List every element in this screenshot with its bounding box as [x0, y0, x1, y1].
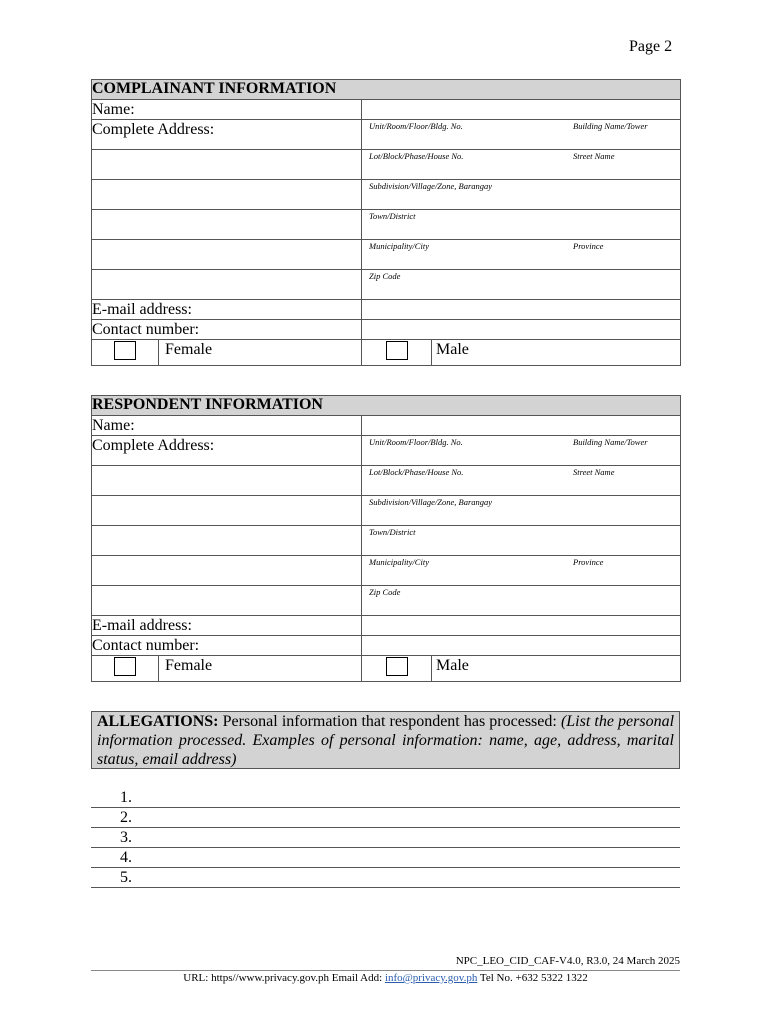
respondent-address-line1[interactable] — [362, 436, 681, 466]
addr-lot-hint: Lot/Block/Phase/House No. — [369, 467, 464, 477]
complainant-address-line3[interactable] — [362, 180, 681, 210]
respondent-address-line5[interactable] — [362, 556, 681, 586]
complainant-email-label: E-mail address: — [92, 300, 362, 320]
respondent-name-field[interactable] — [362, 416, 681, 436]
footer-url-text: URL: https//www.privacy.gov.ph Email Add: — [183, 972, 383, 984]
complainant-address-label: Complete Address: — [92, 120, 362, 150]
allegations-heading: ALLEGATIONS: — [97, 713, 219, 730]
complainant-female-checkbox[interactable] — [114, 341, 136, 360]
allegation-line-3[interactable] — [91, 828, 680, 848]
addr-street-hint: Street Name — [573, 151, 615, 161]
complainant-address-line1[interactable] — [362, 120, 681, 150]
respondent-address-line3[interactable] — [362, 496, 681, 526]
addr-subdivision-hint: Subdivision/Village/Zone, Barangay — [369, 497, 493, 507]
addr-lot-hint: Lot/Block/Phase/House No. — [369, 151, 464, 161]
allegation-number: 1. — [120, 789, 132, 806]
respondent-email-field[interactable] — [362, 616, 681, 636]
addr-unit-hint: Unit/Room/Floor/Bldg. No. — [369, 437, 463, 447]
footer-divider — [91, 970, 680, 971]
complainant-contact-field[interactable] — [362, 320, 681, 340]
complainant-address-line2[interactable] — [362, 150, 681, 180]
complainant-header: COMPLAINANT INFORMATION — [92, 80, 681, 100]
complainant-name-label: Name: — [92, 100, 362, 120]
footer-email-link[interactable]: info@privacy.gov.ph — [384, 972, 478, 984]
addr-subdivision-hint: Subdivision/Village/Zone, Barangay — [369, 181, 493, 191]
footer-tel: Tel No. +632 5322 1322 — [479, 972, 588, 984]
respondent-address-line2[interactable] — [362, 466, 681, 496]
addr-province-hint: Province — [573, 557, 604, 567]
addr-municipality-hint: Municipality/City — [369, 557, 429, 567]
allegation-number: 5. — [120, 869, 132, 886]
allegations-box — [91, 711, 680, 769]
addr-town-hint: Town/District — [369, 527, 416, 537]
respondent-address-line6[interactable] — [362, 586, 681, 616]
addr-unit-hint: Unit/Room/Floor/Bldg. No. — [369, 121, 463, 131]
respondent-female-checkbox[interactable] — [114, 657, 136, 676]
respondent-male-label: Male — [432, 656, 681, 682]
addr-zip-hint: Zip Code — [369, 271, 401, 281]
respondent-email-label: E-mail address: — [92, 616, 362, 636]
addr-town-hint: Town/District — [369, 211, 416, 221]
allegation-line-4[interactable] — [91, 848, 680, 868]
footer-contact — [91, 972, 680, 984]
document-code: NPC_LEO_CID_CAF-V4.0, R3.0, 24 March 2025 — [455, 955, 680, 967]
complainant-email-field[interactable] — [362, 300, 681, 320]
respondent-male-checkbox[interactable] — [386, 657, 408, 676]
allegation-number: 4. — [120, 849, 132, 866]
complainant-female-label: Female — [159, 340, 362, 366]
allegations-lead: Personal information that respondent has processed: — [222, 713, 557, 730]
complainant-table — [91, 79, 681, 366]
addr-province-hint: Province — [573, 241, 604, 251]
complainant-contact-label: Contact number: — [92, 320, 362, 340]
complainant-address-line5[interactable] — [362, 240, 681, 270]
addr-street-hint: Street Name — [573, 467, 615, 477]
complainant-male-label: Male — [432, 340, 681, 366]
complainant-address-line6[interactable] — [362, 270, 681, 300]
allegation-line-2[interactable] — [91, 808, 680, 828]
respondent-header: RESPONDENT INFORMATION — [92, 396, 681, 416]
allegation-number: 2. — [120, 809, 132, 826]
respondent-female-label: Female — [159, 656, 362, 682]
respondent-address-label: Complete Address: — [92, 436, 362, 466]
addr-building-hint: Building Name/Tower — [573, 437, 648, 447]
allegation-line-1[interactable] — [91, 788, 680, 808]
complainant-male-checkbox[interactable] — [386, 341, 408, 360]
allegation-number: 3. — [120, 829, 132, 846]
page-number: Page 2 — [629, 38, 673, 55]
respondent-contact-field[interactable] — [362, 636, 681, 656]
addr-building-hint: Building Name/Tower — [573, 121, 648, 131]
allegations-description: (List the personal information processed. Examples of personal information: name, age, address, marital status, email address) — [97, 713, 675, 768]
complainant-address-line4[interactable] — [362, 210, 681, 240]
respondent-address-line4[interactable] — [362, 526, 681, 556]
respondent-table — [91, 395, 681, 682]
respondent-name-label: Name: — [92, 416, 362, 436]
respondent-contact-label: Contact number: — [92, 636, 362, 656]
addr-zip-hint: Zip Code — [369, 587, 401, 597]
addr-municipality-hint: Municipality/City — [369, 241, 429, 251]
complainant-name-field[interactable] — [362, 100, 681, 120]
allegation-line-5[interactable] — [91, 868, 680, 888]
